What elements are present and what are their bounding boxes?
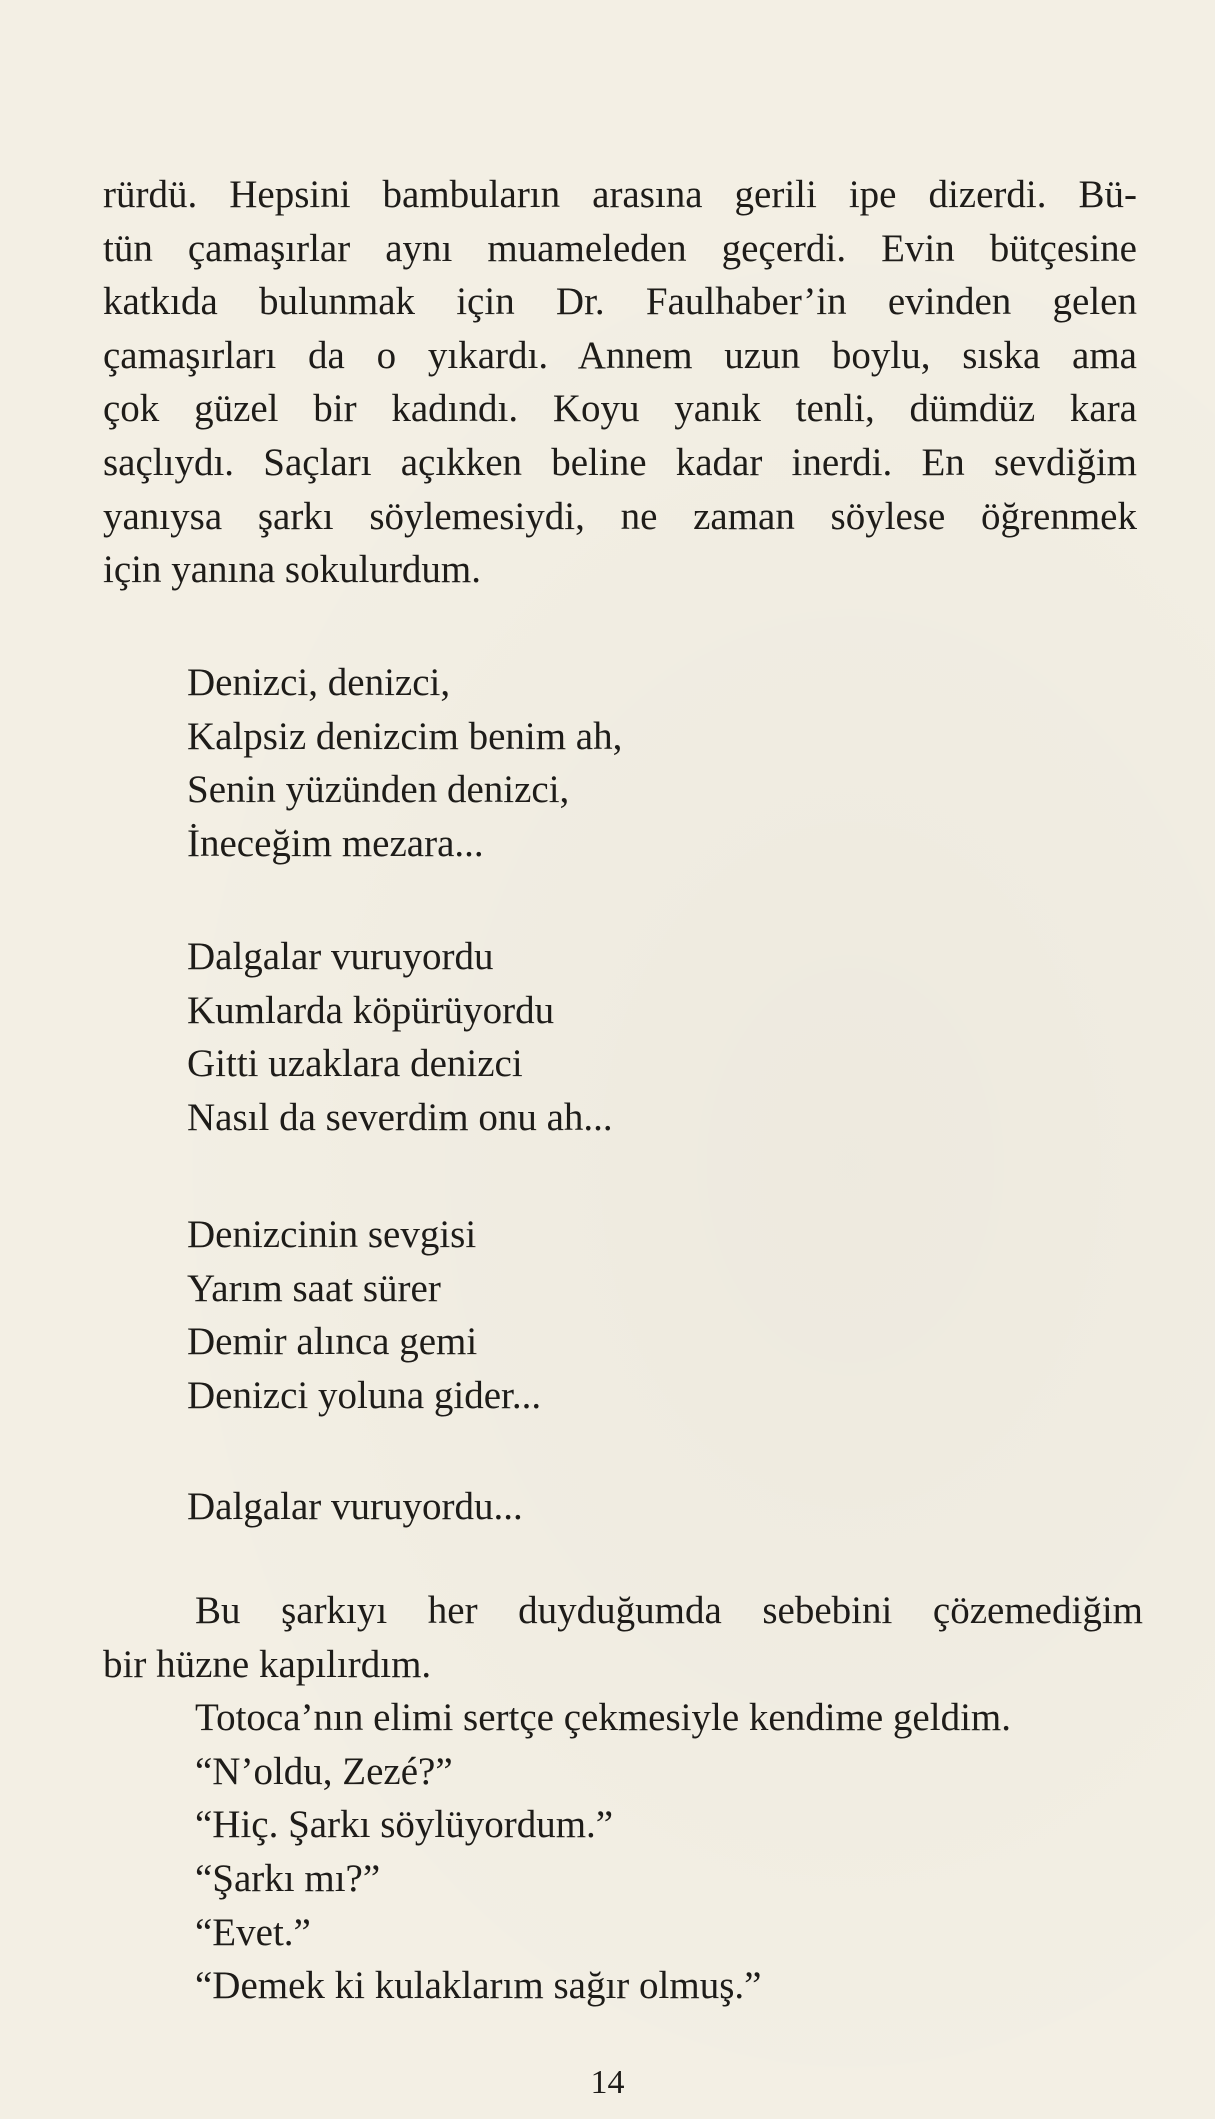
song-verse — [187, 1480, 1087, 1534]
verse-line: Yarım saat sürer — [187, 1266, 441, 1310]
verse-line: Demir alınca gemi — [187, 1320, 478, 1364]
verse-line: Kalpsiz denizcim benim ah, — [187, 714, 623, 758]
text-line: için yanına sokulurdum. — [103, 548, 482, 592]
verse-line: Denizci, denizci, — [187, 661, 451, 704]
song-verse — [187, 656, 1087, 870]
text-line: rürdü. Hepsini bambuların arasına gerili ipe dizerdi. Bü- — [103, 173, 1137, 216]
intro-paragraph — [103, 168, 1137, 597]
dialogue-line: “Evet.” — [195, 1910, 311, 1954]
verse-line: Denizcinin sevgisi — [187, 1213, 477, 1256]
dialogue-line: “Hiç. Şarkı söylüyordum.” — [195, 1803, 614, 1847]
text-line: yanıysa şarkı söylemesiydi, ne zaman söylese öğrenmek — [103, 494, 1137, 538]
dialogue-section — [103, 1584, 1143, 2013]
verse-line: Dalgalar vuruyordu... — [187, 1485, 523, 1528]
page-number: 14 — [590, 2064, 625, 2101]
text-line: Totoca’nın elimi sertçe çekmesiyle kendime geldim. — [195, 1696, 1011, 1740]
text-line: Bu şarkıyı her duyduğumda sebebini çözemediğim — [195, 1589, 1143, 1632]
text-line: bir hüzne kapılırdım. — [103, 1642, 432, 1686]
text-line: çamaşırları da o yıkardı. Annem uzun boylu, sıska ama — [103, 333, 1137, 377]
dialogue-line: “Şarkı mı?” — [195, 1856, 381, 1900]
song-verse — [187, 1208, 1087, 1422]
verse-line: Nasıl da severdim onu ah... — [187, 1095, 613, 1139]
text-line: çok güzel bir kadındı. Koyu yanık tenli, dümdüz kara — [103, 387, 1137, 431]
verse-line: Denizci yoluna gider... — [187, 1373, 542, 1417]
verse-line: Senin yüzünden denizci, — [187, 768, 570, 812]
dialogue-line: “N’oldu, Zezé?” — [195, 1749, 453, 1793]
text-line: katkıda bulunmak için Dr. Faulhaber’in evinden gelen — [103, 280, 1137, 324]
verse-line: Kumlarda köpürüyordu — [187, 988, 555, 1032]
dialogue-line: “Demek ki kulaklarım sağır olmuş.” — [195, 1964, 762, 2008]
verse-line: İneceğim mezara... — [187, 821, 484, 865]
verse-line: Gitti uzaklara denizci — [187, 1042, 523, 1086]
text-line: saçlıydı. Saçları açıkken beline kadar inerdi. En sevdiğim — [103, 440, 1137, 484]
text-line: tün çamaşırlar aynı muameleden geçerdi. Evin bütçesine — [103, 226, 1137, 270]
verse-line: Dalgalar vuruyordu — [187, 935, 494, 978]
song-verse — [187, 930, 1087, 1144]
